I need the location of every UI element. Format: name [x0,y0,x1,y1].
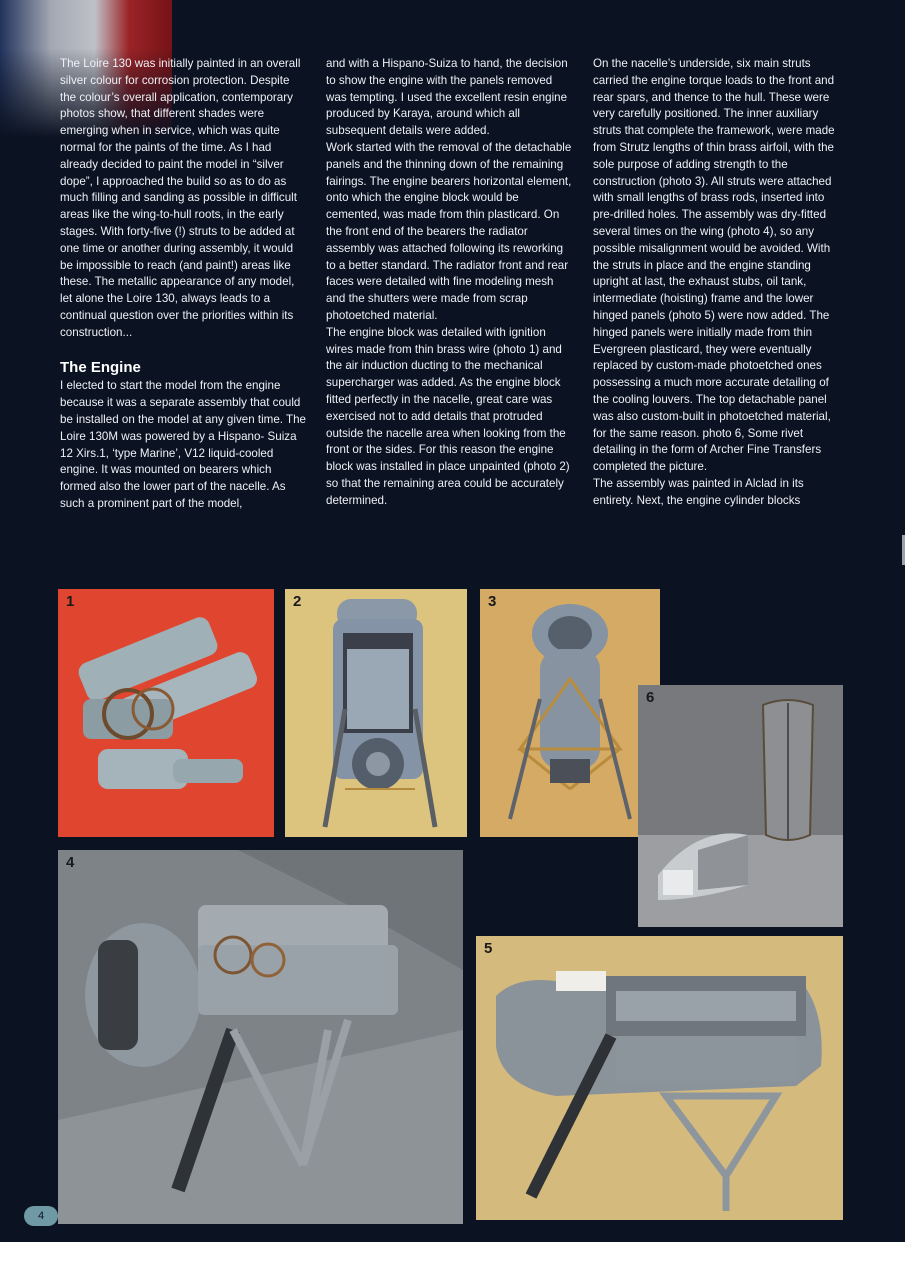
photo-2 [285,589,467,837]
intro-paragraph: The Loire 130 was initially painted in an overall silver colour for corrosion protection. Despite the colour’s overall application, contemporary photos show, that different shades were emerging when in service, which was quite normal for the paints of the time. As I had already decided to paint the model in “silver dope”, I approached the build so as to do as much filling and sanding as possible in difficult areas like the wing-to-hull roots, in the early stages. With forty-five (!) struts to be added at one time or another during assembly, it would be impossible to reach (and paint!) areas like these. The metallic appearance of any model, let alone the Loire 130, always leads to a continual question over the priorities within its construction... [60,57,301,339]
photo-5-number: 5 [484,940,493,957]
photo-4 [58,850,463,1224]
page-number-badge: 4 [24,1206,58,1226]
text-column-1 [60,56,306,513]
photo-2-number: 2 [293,593,302,610]
col2-paragraph-1: and with a Hispano-Suiza to hand, the decision to show the engine with the panels removed was tempting. I used the excellent resin engine produced by Karaya, around which all subsequent details were added. [326,57,568,138]
photo-6-illustration [638,685,843,927]
engine-paragraph: I elected to start the model from the engine because it was a separate assembly that could be installed on the model at any given time. The Loire 130M was powered by a Hispano- Suiza 12 Xirs.1, ‘type Marine’, V12 liquid-cooled engine. It was mounted on bearers which formed also the lower part of the nacelle. As such a prominent part of the model, [60,379,306,510]
photo-4-number: 4 [66,854,75,871]
photo-3-number: 3 [488,593,497,610]
text-column-2 [326,56,572,510]
photo-1-number: 1 [66,593,75,610]
col3-paragraph-1: On the nacelle’s underside, six main struts carried the engine torque loads to the front and rear spars, and thence to the hull. These were very carefully positioned. The inner auxiliary struts that complete the framework, were made from Strutz lengths of thin brass airfoil, with the sole purpose of adding strength to the construction (photo 3). All struts were attached with small lengths of brass rods, inserted into pre-drilled holes. The assembly was dry-fitted several times on the wing (photo 4), so any possible misalignment would be avoided. With the struts in place and the engine standing upright at last, the exhaust stubs, oil tank, intermediate (hoisting) frame and the lower hinged panels (photo 5) were now added. The hinged panels were initially made from thin Evergreen plasticard, they were eventually replaced by custom-made photoetched ones possessing a much more accurate detailing of the cooling louvers. The top detachable panel was also custom-built in photoetched material, for the same reason. photo 6, Some rivet detailing in the form of Archer Fine Transfers completed the picture. [593,57,835,474]
photo-5-illustration [476,936,843,1220]
photo-1 [58,589,274,837]
photo-3-illustration [480,589,660,837]
photo-1-illustration [58,589,274,837]
col2-paragraph-2: Work started with the removal of the detachable panels and the thinning down of the remaining fairings. The engine bearers horizontal element, onto which the engine block would be cemented, was made from thin plasticard. On the front end of the bearers the radiator assembly was attached following its reworking to a better standard. The radiator front and rear faces were detailed with fine modeling mesh and the shutters were made from scrap photoetched material. [326,140,572,322]
col3-paragraph-2: The assembly was painted in Alclad in its entirety. Next, the engine cylinder blocks [593,476,804,507]
photo-4-illustration [58,850,463,1224]
photo-2-illustration [285,589,467,837]
photo-6 [638,685,843,927]
bottom-margin [0,1242,905,1280]
photo-6-number: 6 [646,689,655,706]
photo-3 [480,589,660,837]
photo-5 [476,936,843,1220]
section-heading-engine: The Engine [60,358,141,376]
col2-paragraph-3: The engine block was detailed with ignition wires made from thin brass wire (photo 1) and the air induction ducting to the mechanical supercharger was added. As the engine block fitted perfectly in the nacelle, great care was exercised not to add details that protruded outside the nacelle area when looking from the front or the sides. For this reason the engine block was installed in place unpainted (photo 2) so that the remaining area could be accurately determined. [326,325,570,507]
text-column-3 [593,56,839,510]
